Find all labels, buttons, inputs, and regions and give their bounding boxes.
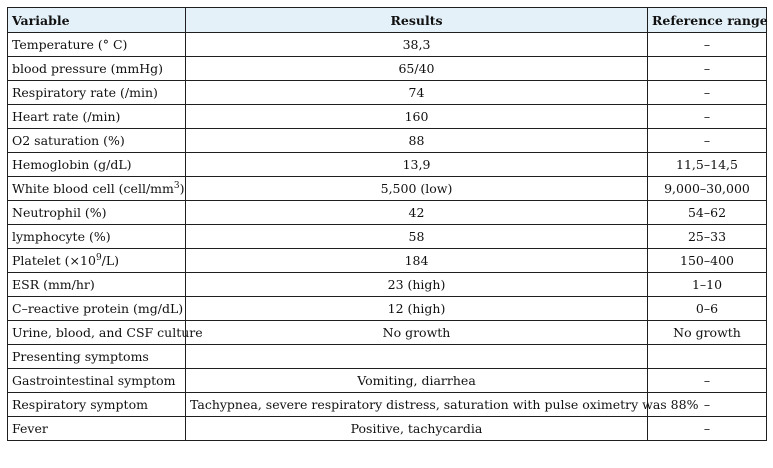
result-cell: Tachypnea, severe respiratory distress, saturation with pulse oximetry was 88% <box>186 393 648 417</box>
result-cell: Vomiting, diarrhea <box>186 369 648 393</box>
table-row <box>8 129 767 153</box>
table-row <box>8 417 767 441</box>
variable-cell: Respiratory symptom <box>8 393 186 417</box>
variable-cell: Heart rate (/min) <box>8 105 186 129</box>
header-row <box>8 8 767 33</box>
table-row <box>8 177 767 201</box>
variable-cell: Respiratory rate (/min) <box>8 81 186 105</box>
table-row <box>8 297 767 321</box>
reference-cell: – <box>648 57 767 81</box>
reference-cell: – <box>648 33 767 57</box>
variable-text: Platelet (×10 <box>12 253 96 268</box>
variable-text: White blood cell (cell/mm <box>12 181 174 196</box>
reference-cell: – <box>648 105 767 129</box>
reference-cell: 25–33 <box>648 225 767 249</box>
result-cell: 160 <box>186 105 648 129</box>
variable-cell <box>8 177 186 201</box>
variable-cell: Gastrointestinal symptom <box>8 369 186 393</box>
header-reference-range: Reference range <box>648 8 767 33</box>
result-cell: 184 <box>186 249 648 273</box>
reference-cell: – <box>648 129 767 153</box>
reference-cell: – <box>648 417 767 441</box>
result-cell: 38,3 <box>186 33 648 57</box>
result-cell: 5,500 (low) <box>186 177 648 201</box>
reference-cell: No growth <box>648 321 767 345</box>
variable-cell: lymphocyte (%) <box>8 225 186 249</box>
reference-cell <box>648 345 767 369</box>
table-row <box>8 273 767 297</box>
reference-cell: 11,5–14,5 <box>648 153 767 177</box>
superscript-exponent: 9 <box>95 252 102 263</box>
table-row <box>8 225 767 249</box>
result-cell: Positive, tachycardia <box>186 417 648 441</box>
result-cell: 65/40 <box>186 57 648 81</box>
table-row <box>8 393 767 417</box>
reference-cell: 150–400 <box>648 249 767 273</box>
result-cell: 13,9 <box>186 153 648 177</box>
reference-cell: – <box>648 393 767 417</box>
variable-cell: Urine, blood, and CSF culture <box>8 321 186 345</box>
header-variable: Variable <box>8 8 186 33</box>
table-row <box>8 345 767 369</box>
variable-text-suffix: ) <box>179 181 185 196</box>
variable-text-suffix: /L) <box>101 253 120 268</box>
table-row <box>8 249 767 273</box>
table-row <box>8 201 767 225</box>
reference-cell: 9,000–30,000 <box>648 177 767 201</box>
table-row <box>8 369 767 393</box>
header-results: Results <box>186 8 648 33</box>
result-cell: 12 (high) <box>186 297 648 321</box>
reference-cell: 1–10 <box>648 273 767 297</box>
result-cell: 58 <box>186 225 648 249</box>
result-cell: 23 (high) <box>186 273 648 297</box>
table-row <box>8 321 767 345</box>
result-cell: 42 <box>186 201 648 225</box>
variable-cell: Presenting symptoms <box>8 345 186 369</box>
result-cell <box>186 345 648 369</box>
table-row <box>8 81 767 105</box>
variable-cell: C–reactive protein (mg/dL) <box>8 297 186 321</box>
reference-cell: – <box>648 81 767 105</box>
result-cell: 74 <box>186 81 648 105</box>
variable-cell: O2 saturation (%) <box>8 129 186 153</box>
reference-cell: 54–62 <box>648 201 767 225</box>
variable-cell <box>8 249 186 273</box>
variable-cell: Neutrophil (%) <box>8 201 186 225</box>
variable-cell: Hemoglobin (g/dL) <box>8 153 186 177</box>
result-cell: 88 <box>186 129 648 153</box>
result-cell: No growth <box>186 321 648 345</box>
variable-cell: blood pressure (mmHg) <box>8 57 186 81</box>
variable-cell: ESR (mm/hr) <box>8 273 186 297</box>
table-row <box>8 57 767 81</box>
table-row <box>8 153 767 177</box>
reference-cell: – <box>648 369 767 393</box>
variable-cell: Fever <box>8 417 186 441</box>
table-row <box>8 105 767 129</box>
variable-cell: Temperature (° C) <box>8 33 186 57</box>
table-row <box>8 33 767 57</box>
table-body <box>8 33 767 441</box>
table-header <box>8 8 767 33</box>
clinical-findings-table <box>7 7 767 441</box>
superscript-exponent: 3 <box>173 180 180 191</box>
reference-cell: 0–6 <box>648 297 767 321</box>
